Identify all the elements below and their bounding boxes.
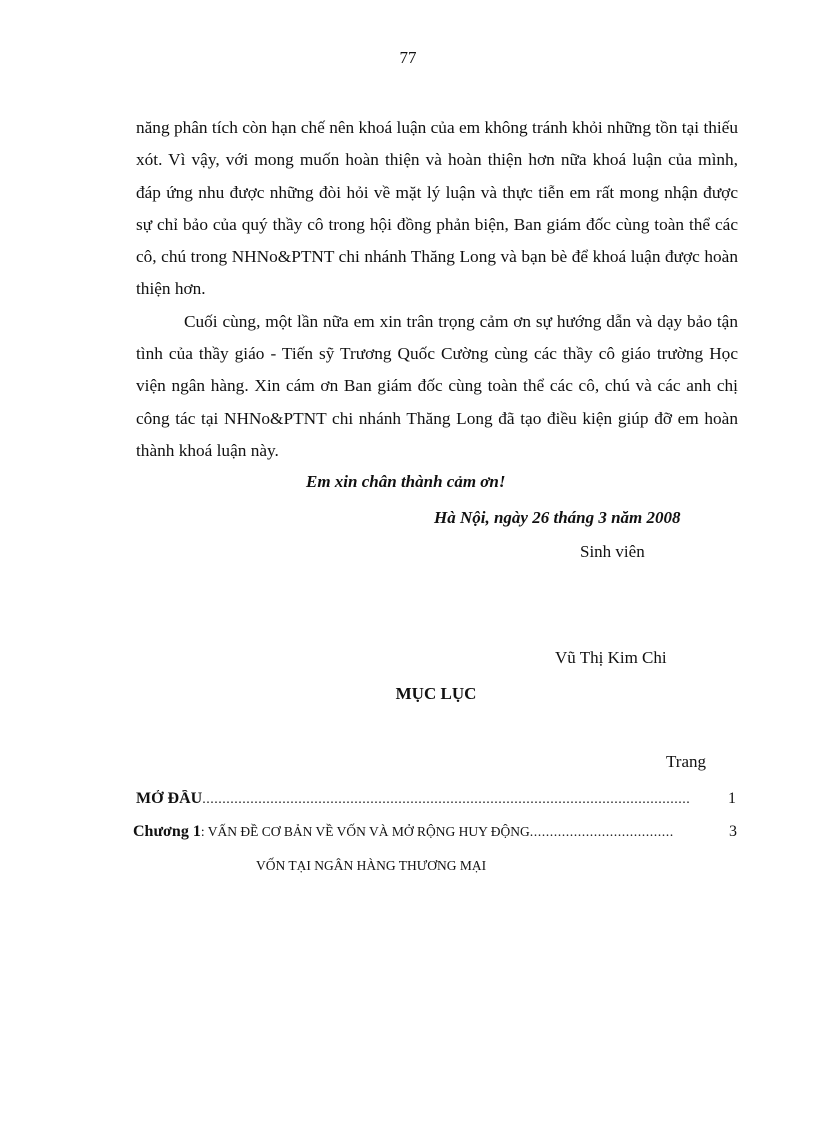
toc-page-header: Trang [666,752,706,771]
toc-entry-label: MỞ ĐẦU [136,790,203,807]
toc-entry-page: 1 [728,790,736,807]
toc-dot-leader: .................................... [529,825,674,840]
signature-role: Sinh viên [580,542,645,561]
toc-entry-label: Chương 1 [133,823,201,840]
toc-entry-continuation: VỐN TẠI NGÂN HÀNG THƯƠNG MẠI [256,858,487,873]
author-name: Vũ Thị Kim Chi [555,648,667,667]
thanks-line: Em xin chân thành cảm ơn! [306,472,506,491]
paragraph-1: năng phân tích còn hạn chế nên khoá luận của em không tránh khỏi những tồn tại thiếu xót. Vì vậy, với mong muốn hoàn thiện và hoàn thiện hơn nữa khoá luận của mình, đáp ứng nhu được những đòi hỏi về mặt lý luận và thực tiễn em rất mong nhận được sự chỉ bảo của quý thầy cô trong hội đồng phản biện, Ban giám đốc cùng toàn thể các cô, chú trong NHNo&PTNT chi nhánh Thăng Long và bạn bè để khoá luận được hoàn thiện hơn. [136,118,738,299]
page-number: 77 [399,48,417,67]
toc-entry-page: 3 [729,823,737,840]
paragraph-2: Cuối cùng, một lần nữa em xin trân trọng cảm ơn sự hướng dẫn và dạy bảo tận tình của thầy giáo - Tiến sỹ Trương Quốc Cường cùng các thầy cô giáo trường Học viện ngân hàng. Xin cám ơn Ban giám đốc cùng toàn thể các cô, chú và các anh chị công tác tại NHNo&PTNT chi nhánh Thăng Long đã tạo điều kiện giúp đỡ em hoàn thành khoá luận này. [136,311,738,460]
toc-title: MỤC LỤC [395,684,477,703]
toc-entry-title: : VẤN ĐỀ CƠ BẢN VỀ VỐN VÀ MỞ RỘNG HUY ĐỘNG [200,824,530,839]
toc-entry-intro[interactable] [136,790,736,808]
toc-entry-chapter-1[interactable] [133,823,737,841]
body-text [136,112,738,467]
toc-dot-leader: .......................................................................................................................... [202,792,691,807]
place-date: Hà Nội, ngày 26 tháng 3 năm 2008 [434,508,681,527]
